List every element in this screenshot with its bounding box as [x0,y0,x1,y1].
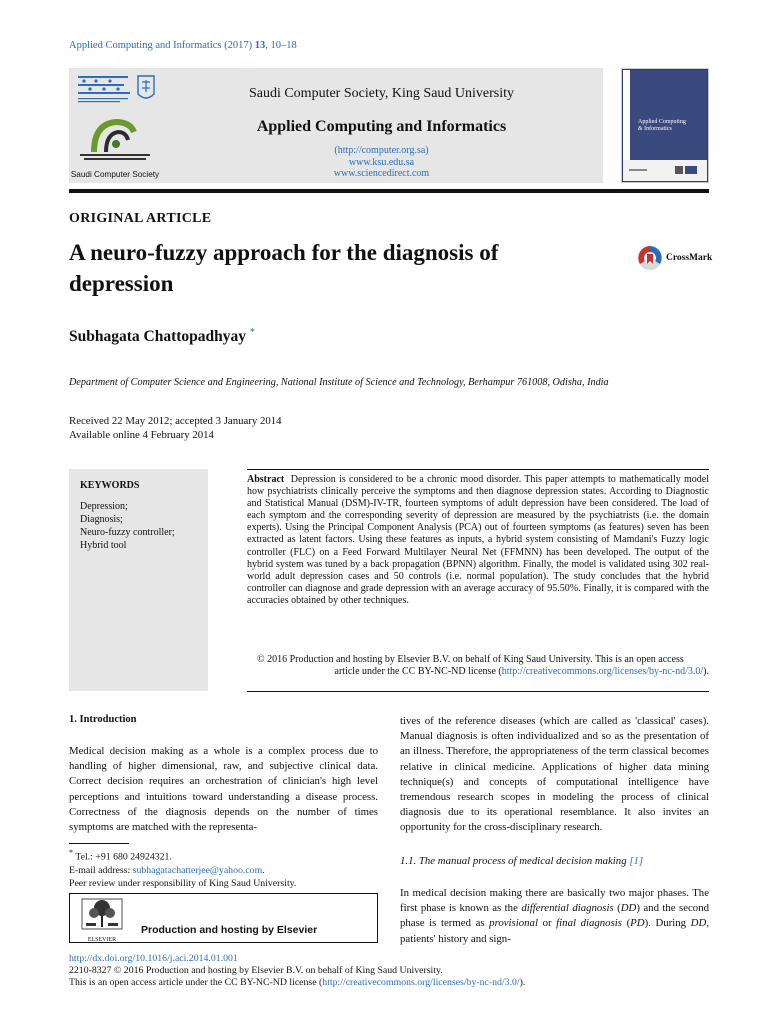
elsevier-production-text: Production and hosting by Elsevier [141,924,318,936]
footnote-mark: * [69,848,74,857]
para-text: In medical decision making there are basically two major phases. The first phase is known as the [400,887,709,915]
keywords-box [69,469,208,691]
abstract-bottom-rule [247,691,709,692]
abstract-text: Depression is considered to be a chronic mood disorder. This paper attempts to mathematically model how psychiatrists clinically perceive the symptoms and then diagnose depression states. According to Diagnostic and Statistical Manual (DSM)-IV-TR, fourteen symptoms of adult depression have been considered. The load of each symptom and the corresponding severity of depression are measured by the psychiatrists (i.e. the domain experts). Using the Principal Component Analysis (PCA) out of fourteen symptoms (as features) seven has been extracted as latent factors. Using these features as inputs, a hybrid system consisting of Mamdani's Fuzzy logic controller (FLC) on a Feed Forward Multilayer Neural Net (FFMNN) has been developed. The output of the hybrid system was tuned by a back propagation (BPNN) algorithm. Finally, the model is validated using 302 real-world adult depression cases and 50 controls (i.e. normal population). The study concludes that the hybrid controller can diagnose and grade depression with an average accuracy of 95.50%. Finally, it is compared with the accuracies obtained by other techniques. [247,474,710,606]
cover-footer [623,160,707,181]
copyright-license-text: article under the CC BY-NC-ND license ( [334,666,502,677]
keyword-item: Hybrid tool [80,540,127,551]
term-provisional: provisional [489,917,538,930]
footnote-email [69,864,378,878]
para-text: , patients' history and sign- [400,917,709,945]
para-text: ( [613,902,621,915]
para-text: ). During [644,917,691,930]
author-footnote-mark[interactable]: * [249,327,255,338]
license-end: ). [519,977,526,988]
footnote-tel-text: Tel.: +91 680 24924321. [73,851,172,863]
subsection-title: 1.1. The manual process of medical decision making [400,855,630,867]
keyword-item: Diagnosis; [80,514,123,525]
publisher-name: Saudi Computer Society, King Saud University [248,86,515,101]
section-heading-introduction: 1. Introduction [69,714,137,725]
abstract-copyright [247,654,709,678]
copyright-end: ). [703,666,709,677]
article-type: ORIGINAL ARTICLE [69,211,212,226]
author-name: Subhagata Chattopadhyay [69,328,247,346]
license-line [69,977,709,989]
running-head-pages: , 10–18 [265,40,297,51]
term-dd-abbr: DD [620,902,637,915]
term-final: final diagnosis [556,917,622,930]
cover-title [638,119,686,133]
footnote-tel [69,846,378,864]
keyword-item: Depression; [80,501,128,512]
scs-logo-label: Saudi Computer Society [70,170,160,179]
article-title: A neuro-fuzzy approach for the diagnosis of depression [69,240,499,296]
article-dates [69,414,282,442]
affiliation: Department of Computer Science and Engineering, National Institute of Science and Technology, Berhampur 761008, Odisha, India [69,377,609,388]
term-pd-abbr: PD [630,917,645,930]
abstract-label: Abstract [247,474,285,485]
license-link[interactable]: http://creativecommons.org/licenses/by-nc-nd/3.0/ [501,666,704,677]
online-date: Available online 4 February 2014 [69,429,214,441]
doi-link[interactable]: http://dx.doi.org/10.1016/j.aci.2014.01.001 [69,953,238,964]
reference-link[interactable]: [1] [629,855,644,867]
footnotes [69,846,378,891]
copyright-line-1: © 2016 Production and hosting by Elsevier B.V. on behalf of King Saud University. This is an open access [257,654,684,665]
email-end: . [262,864,265,876]
abstract-top-rule [247,469,709,470]
header-rule [69,189,709,193]
email-link[interactable]: subhagatachatterjee@yahoo.com [132,864,263,876]
keywords-heading: KEYWORDS [80,480,140,491]
crossmark-label: CrossMark [666,253,713,263]
para-text: ) and the second phase is termed as [400,902,709,930]
url-computer-org[interactable]: (http://computer.org.sa) [334,145,429,156]
page-footer [69,953,709,989]
elsevier-logo [80,897,124,943]
intro-right-paragraph: tives of the reference diseases (which are called as 'classical' cases). Manual diagnosis is often individualized and so as the presentation of an illness. Therefore, the appropriateness of the term classical becomes relative in clinical medicine. Applications of higher data mining technique(s) and concepts of computational intelligence have tremendous research scopes in modeling the process of clinical diagnosis due to its operational resemblance. It also invites an opportunity for the cross-disciplinary research. [400,715,709,834]
term-dd: differential diagnosis [521,902,614,915]
para-text: ( [621,917,631,930]
email-label: E-mail address: [69,864,133,876]
abstract [247,474,709,607]
cover-logos-icon [623,160,707,181]
license-pre: This is an open access article under the CC BY-NC-ND license ( [69,977,323,988]
scs-emblem-icon [70,114,160,162]
elsevier-logo-label: ELSEVIER [87,937,117,943]
crossmark-button[interactable] [636,243,712,273]
saudi-computer-society-logo [70,114,160,182]
king-saud-university-logo [74,72,160,106]
cover-title-line-1: Applied Computing [638,119,686,125]
copyright-line-2 [247,666,709,678]
subsection-paragraph [400,886,709,947]
intro-left-paragraph: Medical decision making as a whole is a complex process due to handling of higher dimensional, raw, and subjective clinical data. Correct decision requires an orchestration of clinician's high level perceptions and intuitions toward understanding a disease process. Correctness of the diagnosis depends on the number of times symptoms are matched with the representa- [69,745,378,834]
journal-title: Applied Computing and Informatics [256,118,507,135]
running-head-volume: 13 [254,40,266,51]
footnote-peer-review: Peer review under responsibility of King Saud University. [69,878,297,890]
issn-line: 2210-8327 © 2016 Production and hosting by Elsevier B.V. on behalf of King Saud University. [69,965,443,976]
journal-urls [160,145,603,180]
footnote-rule [69,843,129,844]
keyword-item: Neuro-fuzzy controller; [80,527,175,538]
elsevier-tree-icon [80,897,124,931]
footer-license-link[interactable]: http://creativecommons.org/licenses/by-nc-nd/3.0/ [322,977,520,988]
cover-band [630,70,707,160]
author [69,327,255,346]
received-date: Received 22 May 2012; accepted 3 January 2014 [69,415,282,427]
para-text: or [537,917,557,930]
running-head[interactable] [69,40,297,51]
url-ksu[interactable]: www.ksu.edu.sa [348,156,415,168]
subsection-heading [400,855,643,867]
cover-title-line-2: & Informatics [638,126,672,132]
url-sciencedirect[interactable]: www.sciencedirect.com [333,168,430,179]
term-dd-abbr: DD [690,917,707,930]
running-head-journal: Applied Computing and Informatics (2017) [69,40,255,51]
